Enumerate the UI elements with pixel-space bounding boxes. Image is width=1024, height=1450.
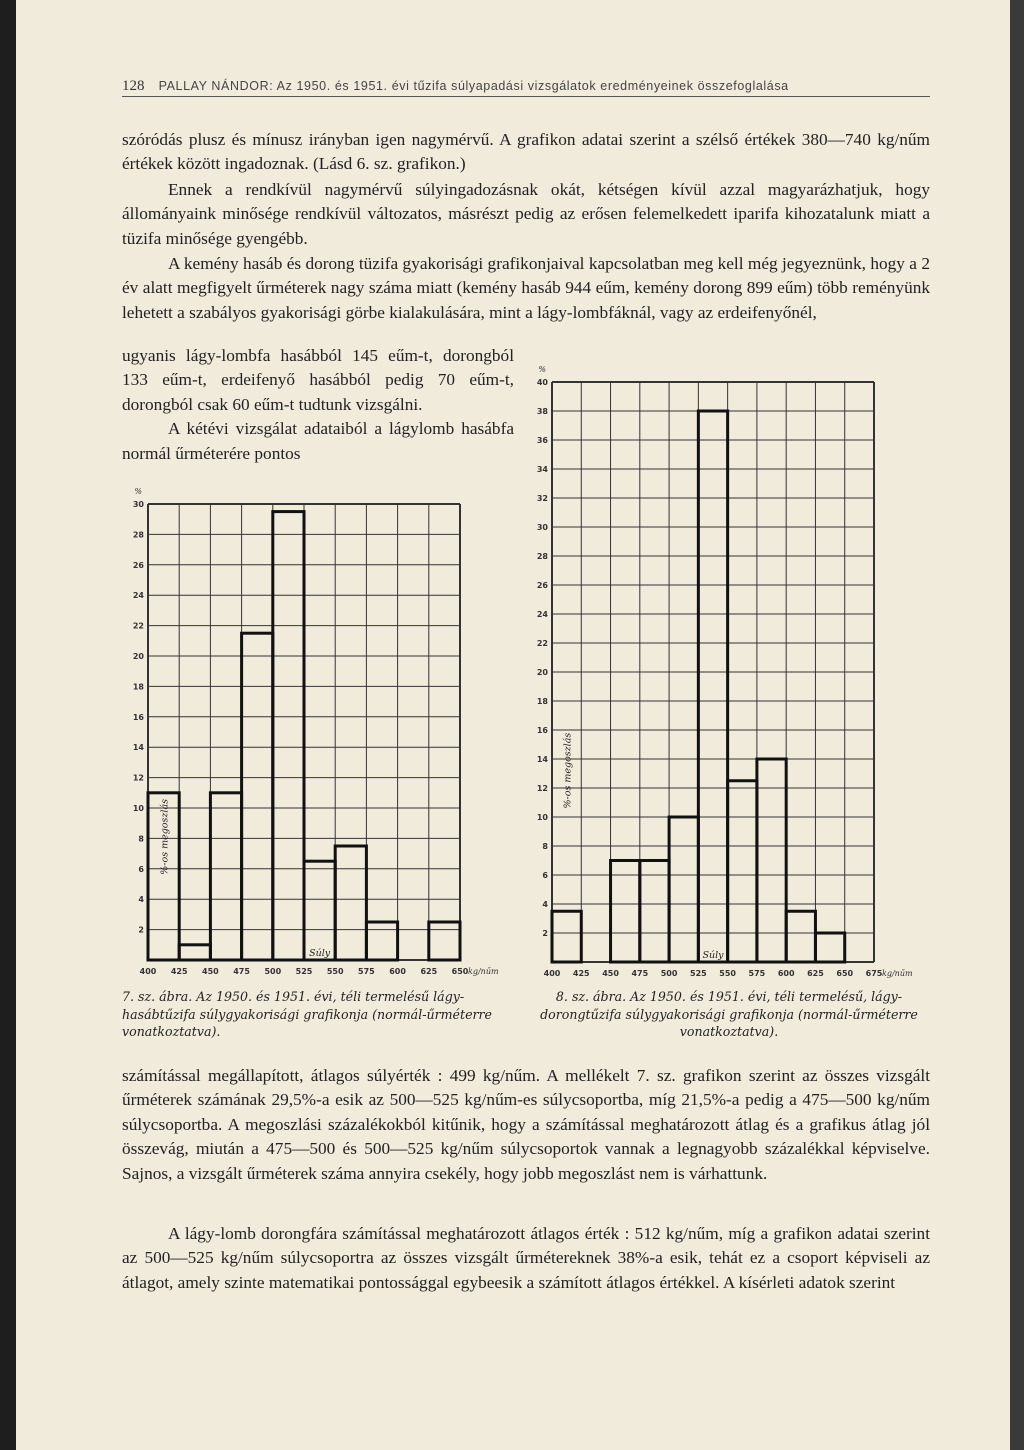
x-tick-label: 475: [233, 967, 250, 976]
x-tick-label: 675: [865, 969, 883, 978]
y-tick-label: 28: [536, 552, 548, 561]
y-tick-label: 38: [536, 407, 548, 416]
y-tick-label: 24: [536, 610, 548, 619]
y-tick-label: 6: [542, 871, 548, 880]
x-axis-unit: kg/nűm: [468, 967, 499, 976]
y-tick-label: 26: [132, 560, 144, 570]
y-tick-label: 26: [536, 581, 548, 590]
x-axis-label: Súly: [702, 950, 724, 961]
y-tick-label: 12: [536, 784, 548, 793]
x-tick-label: 625: [807, 969, 824, 978]
x-tick-label: 600: [389, 967, 406, 976]
x-tick-label: 550: [326, 967, 344, 976]
page-edge: [1010, 0, 1024, 1450]
figure-8-caption: 8. sz. ábra. Az 1950. és 1951. évi, téli termelésű, lágy-dorongtűzifa súlygyakorisági grafikonja (normál-űrméterre vonatkoztatva).: [540, 989, 918, 1039]
y-tick-label: 4: [138, 895, 144, 905]
y-tick-label: 18: [132, 682, 144, 692]
x-tick-label: 525: [690, 969, 707, 978]
y-tick-label: 20: [132, 652, 144, 661]
x-tick-label: 450: [602, 969, 619, 978]
y-tick-label: 10: [132, 804, 144, 813]
paragraph-6: A lágy-lomb dorongfára számítással meghatározott átlagos érték : 512 kg/nűm, míg a grafikon adatai szerint az 500—525 kg/nűm súlycsoportra az összes vizsgált űrmétereknek 38%-a esik, tehát ez a csoport képviseli az átlagot, amely szinte matematikai pontossággal egybeesik a számított átlagos értékkel. A kísérleti adatok szerint: [122, 1224, 930, 1292]
x-tick-label: 575: [748, 969, 766, 978]
y-axis-label: %-os megoszlás: [562, 732, 574, 809]
y-tick-label: 2: [138, 925, 144, 935]
x-tick-label: 550: [719, 969, 736, 978]
paragraph-4b-text: A kétévi vizsgálat adataiból a lágylomb hasábfa normál űrméterére pontos: [122, 419, 514, 463]
x-tick-label: 400: [139, 967, 157, 976]
y-tick-label: 16: [536, 726, 548, 735]
y-tick-label: 14: [132, 743, 144, 753]
binding-shadow: [0, 0, 16, 1450]
histogram-bar: [210, 793, 241, 960]
y-tick-label: 30: [536, 523, 548, 532]
y-tick-label: 2: [542, 929, 548, 938]
paragraph-2: Ennek a rendkívül nagymérvű súlyingadozásnak okát, kétségen kívül azzal magyarázhatjuk, hogy állományaink minősége rendkívül változatos, másrészt pedig az erősen felemelkedett iparifa kihozatalunk miatt a tüzifa minősége gyengébb.: [122, 180, 930, 248]
paragraph-3: A kemény hasáb és dorong tüzifa gyakorisági grafikonjaival kapcsolatban meg kell még jegyeznünk, hogy a 2 év alatt megfigyelt űrméterek nagy száma miatt (kemény hasáb 944 eűm, kemény dorong 899 eűm) több reményünk lehetett a szabályos gyakorisági görbe kialakulására, mint a lágy-lombfáknál, vagy az erdeifenyőnél,: [122, 254, 930, 322]
x-tick-label: 475: [631, 969, 649, 978]
paragraph-4: [122, 344, 514, 466]
x-tick-label: 575: [358, 967, 375, 976]
y-tick-label: 24: [132, 591, 144, 601]
y-tick-label: 12: [132, 773, 144, 783]
y-tick-label: 30: [132, 500, 144, 509]
y-tick-label: 8: [138, 834, 144, 844]
x-tick-label: 525: [295, 967, 313, 976]
y-tick-label: 40: [536, 378, 548, 387]
histogram-bar: [552, 911, 581, 962]
histogram-bar: [669, 817, 698, 962]
y-tick-label: 32: [536, 494, 548, 503]
y-tick-label: 34: [536, 465, 548, 474]
histogram-bar: [640, 861, 669, 963]
x-tick-label: 425: [572, 969, 590, 978]
y-tick-label: 18: [536, 697, 548, 706]
y-tick-label: 16: [132, 712, 144, 722]
running-header: [122, 78, 930, 95]
running-title: PALLAY NÁNDOR: Az 1950. és 1951. évi tűzifa súlyapadási vizsgálatok eredményeinek összefoglalása: [158, 79, 789, 93]
paragraph-4-text: ugyanis lágy-lombfa hasábból 145 eűm-t, dorongból 133 eűm-t, erdeifenyő hasábból pedig 70 eűm-t, dorongból csak 60 eűm-t tudtunk vizsgálni.: [122, 346, 514, 414]
y-tick-label: 14: [536, 755, 548, 764]
x-tick-label: 425: [170, 967, 188, 976]
y-tick-label: 6: [138, 864, 144, 874]
y-tick-label: 36: [536, 436, 548, 445]
x-tick-label: 650: [836, 969, 854, 978]
page-number: 128: [122, 78, 145, 94]
x-axis-label: Súly: [309, 948, 331, 959]
y-tick-label: 4: [542, 900, 548, 909]
histogram-bar: [429, 922, 460, 960]
y-tick-label: 20: [536, 668, 548, 677]
y-tick-label: 22: [132, 621, 144, 631]
histogram-bar: [304, 861, 335, 960]
y-axis-unit: %: [134, 487, 142, 496]
histogram-bar: [242, 633, 273, 960]
figure-7-chart: [122, 480, 522, 980]
y-tick-label: 28: [132, 530, 144, 540]
histogram-bar: [698, 411, 727, 962]
histogram-bar: [611, 861, 640, 963]
histogram-bar: [366, 922, 397, 960]
x-tick-label: 650: [451, 967, 469, 976]
histogram-bar: [728, 781, 757, 962]
header-rule: [122, 96, 930, 97]
x-tick-label: 500: [660, 969, 678, 978]
x-tick-label: 400: [543, 969, 561, 978]
x-tick-label: 600: [777, 969, 795, 978]
y-tick-label: 10: [536, 813, 548, 822]
histogram-bar: [786, 911, 815, 962]
histogram-bar: [273, 512, 304, 960]
x-tick-label: 500: [264, 967, 282, 976]
histogram-bar: [335, 846, 366, 960]
y-axis-label: %-os megoszlás: [159, 799, 171, 875]
x-axis-unit: kg/nűm: [882, 969, 913, 978]
figure-8-chart: [522, 365, 942, 990]
histogram-bar: [179, 945, 210, 960]
histogram-bar: [757, 759, 786, 962]
x-tick-label: 625: [420, 967, 438, 976]
figure-7-caption: 7. sz. ábra. Az 1950. és 1951. évi, téli termelésű lágy-hasábtűzifa súlygyakorisági grafikonja (normál-űrméterre vonatkoztatva).: [122, 989, 493, 1039]
y-tick-label: 8: [542, 842, 548, 851]
paragraph-1: szóródás plusz és mínusz irányban igen nagymérvű. A grafikon adatai szerint a szélső értékek 380—740 kg/nűm értékek között ingadoznak. (Lásd 6. sz. grafikon.): [122, 130, 930, 174]
histogram-bar: [815, 933, 844, 962]
x-tick-label: 450: [202, 967, 219, 976]
paragraph-5: számítással megállapított, átlagos súlyérték : 499 kg/nűm. A mellékelt 7. sz. grafikon szerint az összes vizsgált űrméterek számának 29,5%-a esik az 500—525 kg/nűm-es súlycsoportba, míg 21,5%-a pedig a 475—500 kg/nűm súlycsoportba. A megoszlási százalékokból kitűnik, hogy a számítással meghatározott átlag és a grafikus átlag jól összevág, miután a 475—500 és 500—525 kg/nűm súlycsoportok vannak a legnagyobb százalékkal képviselve. Sajnos, a vizsgált űrméterek száma annyira csekély, hogy jobb megoszlást nem is várhattunk.: [122, 1066, 930, 1183]
y-axis-unit: %: [538, 365, 546, 374]
y-tick-label: 22: [536, 639, 548, 648]
